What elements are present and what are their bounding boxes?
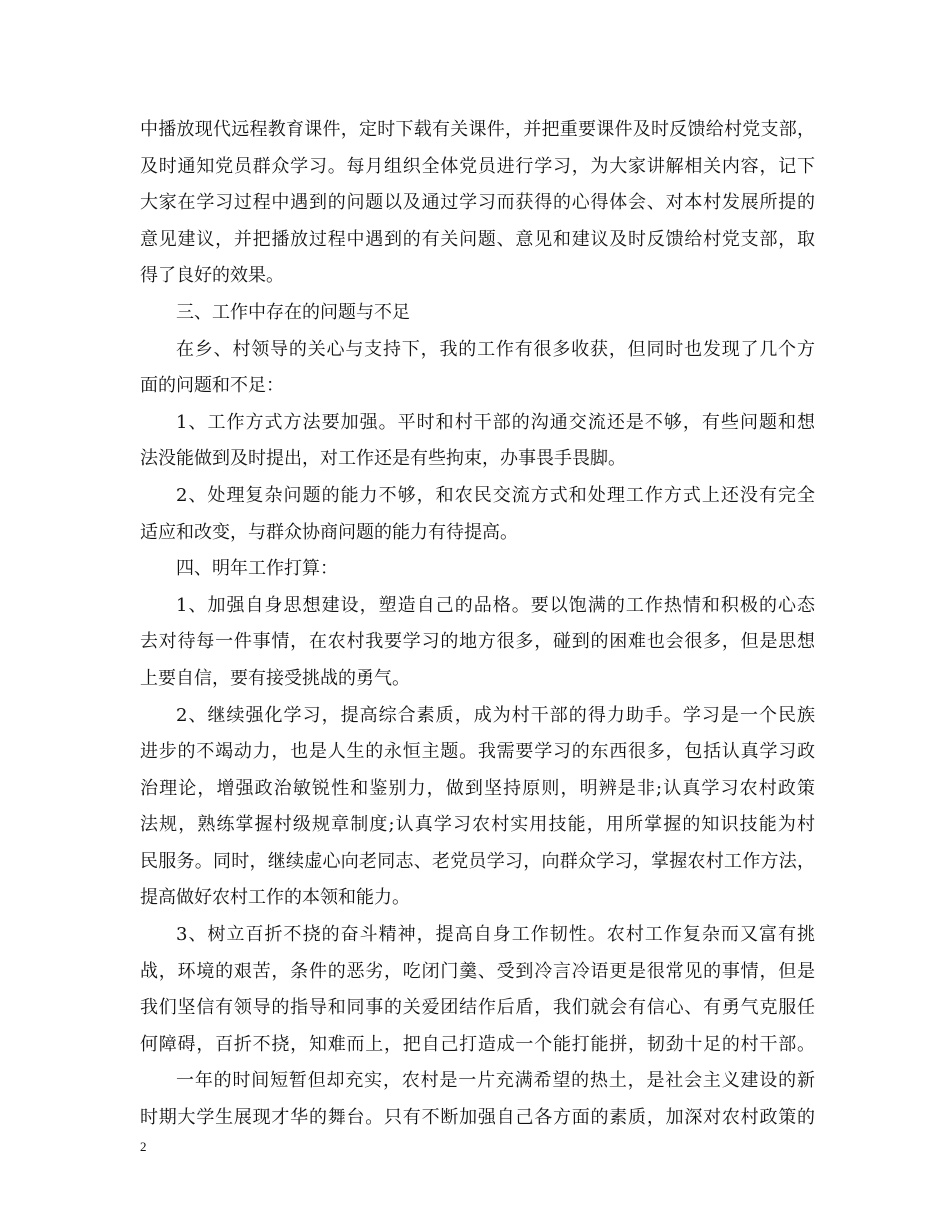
text-line: 何障碍，百折不挠，知难而上，把自己打造成一个能打能拼，韧劲十足的村干部。 (140, 1033, 815, 1055)
text-line: 时期大学生展现才华的舞台。只有不断加强自己各方面的素质，加深对农村政策的 (140, 1107, 815, 1129)
text-line: 四、明年工作打算： (176, 558, 338, 580)
text-line: 得了良好的效果。 (140, 265, 284, 287)
text-line: 中播放现代远程教育课件，定时下载有关课件，并把重要课件及时反馈给村党支部， (140, 119, 815, 140)
page-number: 2 (140, 1139, 147, 1154)
document-body (140, 112, 815, 1137)
text-line: 大家在学习过程中遇到的问题以及通过学习而获得的心得体会、对本村发展所提的 (140, 192, 815, 214)
text-line: 及时通知党员群众学习。每月组织全体党员进行学习，为大家讲解相关内容，记下 (140, 155, 815, 177)
text-line: 一年的时间短暂但却充实，农村是一片充满希望的热土，是社会主义建设的新 (176, 1070, 815, 1092)
text-line: 面的问题和不足： (140, 375, 284, 397)
text-line: 3、树立百折不挠的奋斗精神，提高自身工作韧性。农村工作复杂而又富有挑 (176, 924, 815, 946)
text-line: 进步的不竭动力，也是人生的永恒主题。我需要学习的东西很多，包括认真学习政 (140, 741, 815, 763)
text-line: 在乡、村领导的关心与支持下，我的工作有很多收获，但同时也发现了几个方 (176, 338, 815, 360)
text-line: 意见建议，并把播放过程中遇到的有关问题、意见和建议及时反馈给村党支部，取 (140, 228, 815, 250)
text-line: 三、工作中存在的问题与不足 (176, 301, 410, 323)
text-line: 2、处理复杂问题的能力不够，和农民交流方式和处理工作方式上还没有完全 (176, 484, 815, 506)
text-line: 2、继续强化学习，提高综合素质，成为村干部的得力助手。学习是一个民族 (176, 704, 815, 726)
text-line: 去对待每一件事情，在农村我要学习的地方很多，碰到的困难也会很多，但是思想 (140, 631, 815, 653)
text-line: 上要自信，要有接受挑战的勇气。 (140, 667, 410, 689)
text-line: 法规，熟练掌握村级规章制度;认真学习农村实用技能，用所掌握的知识技能为村 (140, 814, 815, 836)
text-line: 适应和改变，与群众协商问题的能力有待提高。 (140, 521, 518, 543)
text-line: 1、加强自身思想建设，塑造自己的品格。要以饱满的工作热情和积极的心态 (176, 594, 815, 616)
text-line: 治理论，增强政治敏锐性和鉴别力，做到坚持原则，明辨是非;认真学习农村政策 (140, 777, 815, 799)
text-line: 提高做好农村工作的本领和能力。 (140, 887, 410, 909)
text-line: 我们坚信有领导的指导和同事的关爱团结作后盾，我们就会有信心、有勇气克服任 (140, 997, 815, 1019)
text-line: 1、工作方式方法要加强。平时和村干部的沟通交流还是不够，有些问题和想 (176, 411, 815, 433)
text-line: 民服务。同时，继续虚心向老同志、老党员学习，向群众学习，掌握农村工作方法， (140, 850, 815, 872)
text-line: 法没能做到及时提出，对工作还是有些拘束，办事畏手畏脚。 (140, 448, 626, 470)
text-line: 战，环境的艰苦，条件的恶劣，吃闭门羹、受到冷言冷语更是很常见的事情，但是 (140, 960, 815, 982)
